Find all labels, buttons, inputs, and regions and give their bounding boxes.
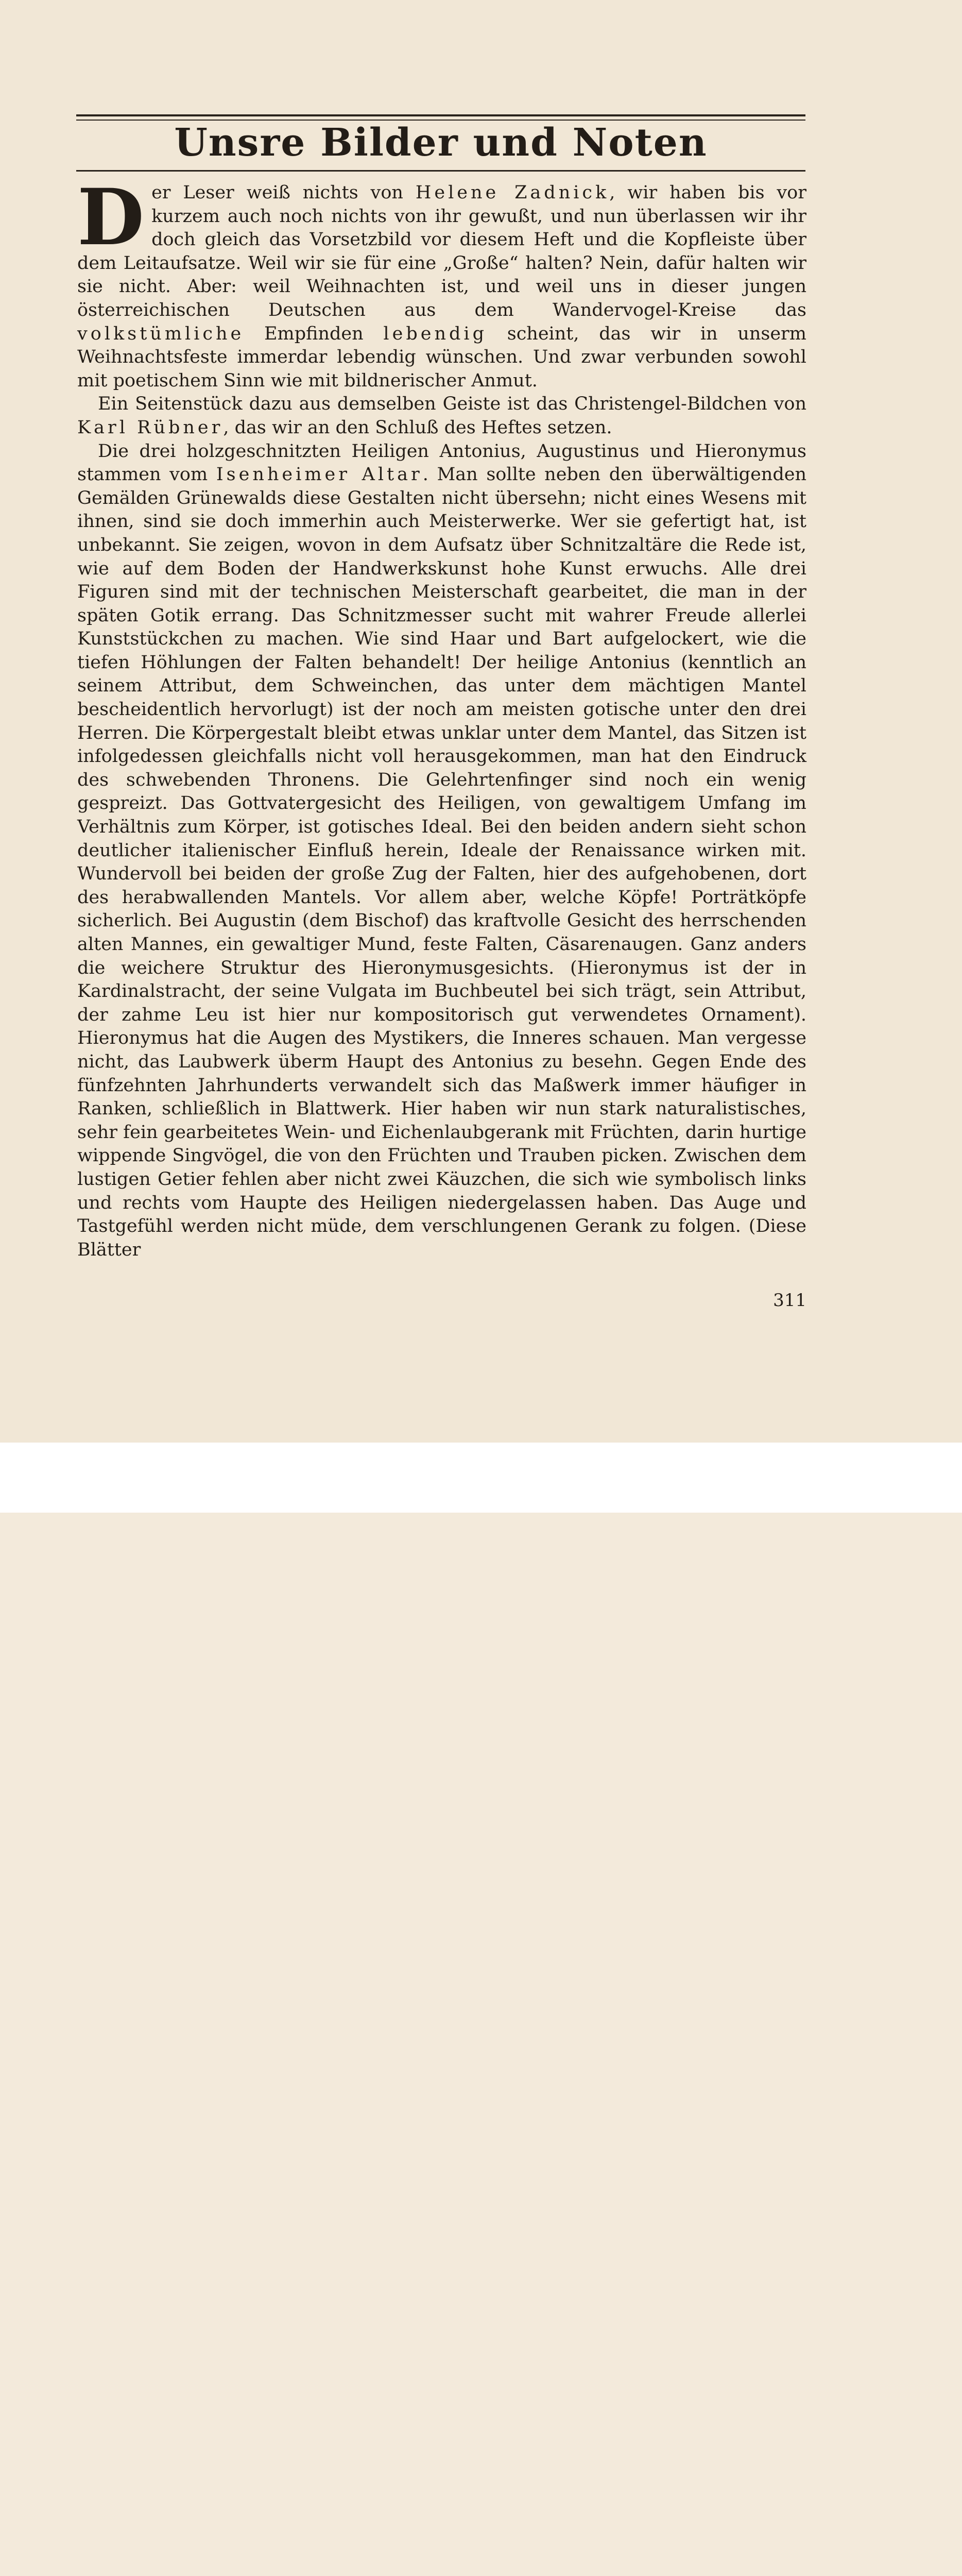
artist-name-zadnick: Helene Zadnick [415,182,610,203]
paragraph-1: Der Leser weiß nichts von Helene Zadnick, wir haben bis vor kurzem auch noch nichts von ihr gewußt, und nun überlassen wir ihr doch gleich das Vorsetzbild vor diesem Heft und die Kopfleiste über dem Leitaufsatze. Weil wir sie für eine „Große“ halten? Nein, dafür halten wir sie nicht. Aber: weil Weihnachten ist, und weil uns in dieser jungen österreichischen Deutschen aus dem Wandervogel-Kreise das volkstümliche Empfinden lebendig scheint, das wir in unserm Weihnachtsfeste immerdar lebendig wünschen. Und zwar verbunden sowohl mit poetischem Sinn wie mit bildnerischer Anmut. [77,172,806,391]
emphasis-lebendig: lebendig [383,323,487,344]
drop-capital: D [77,172,145,263]
header-rule-top [76,114,805,116]
digitization-footer [0,1443,962,1513]
emphasis-isenheimer-altar: Isenheimer Altar [216,464,423,485]
article-body [77,172,806,1262]
emphasis-volkstuemliche: volkstümliche [77,323,245,344]
artist-name-ruebner: Karl Rübner [77,417,224,438]
paragraph-2: Ein Seitenstück dazu aus demselben Geiste ist das Christengel-Bildchen von Karl Rübner, das wir an den Schluß des Heftes setzen. [77,394,806,438]
title-underline-rule [76,170,805,172]
article-title: Unsre Bilder und Noten [174,121,708,165]
page-number: 311 [773,1290,806,1311]
paragraph-3: Die drei holzgeschnitzten Heiligen Antonius, Augustinus und Hieronymus stammen vom Isenheimer Altar. Man sollte neben den überwältigenden Gemälden Grünewalds diese Gestalten nicht übersehn; nicht eines Wesens mit ihnen, sind sie doch immerhin auch Meisterwerke. Wer sie gefertigt hat, ist unbekannt. Sie zeigen, wovon in dem Aufsatz über Schnitzaltäre die Rede ist, wie auf dem Boden der Handwerkskunst hohe Kunst erwuchs. Alle drei Figuren sind mit der technischen Meisterschaft gearbeitet, die man in der späten Gotik errang. Das Schnitzmesser sucht mit wahrer Freude allerlei Kunststückchen zu machen. Wie sind Haar und Bart aufgelockert, wie die tiefen Höhlungen der Falten behandelt! Der heilige Antonius (kenntlich an seinem Attribut, dem Schweinchen, das unter dem mächtigen Mantel bescheidentlich hervorlugt) ist der noch am meisten gotische unter den drei Herren. Die Körpergestalt bleibt etwas unklar unter dem Mantel, das Sitzen ist infolgedessen gleichfalls nicht voll herausgekommen, man hat den Eindruck des schwebenden Thronens. Die Gelehrtenfinger sind noch ein wenig gespreizt. Das Gottvatergesicht des Heiligen, von gewaltigem Umfang im Verhältnis zum Körper, ist gotisches Ideal. Bei den beiden andern sieht schon deutlicher italienischer Einfluß herein, Ideale der Renaissance wirken mit. Wundervoll bei beiden der große Zug der Falten, hier des aufgehobenen, dort des herabwallenden Mantels. Vor allem aber, welche Köpfe! Porträtköpfe sicherlich. Bei Augustin (dem Bischof) das kraftvolle Gesicht des herrschenden alten Mannes, ein gewaltiger Mund, feste Falten, Cäsarenaugen. Ganz anders die weichere Struktur des Hieronymusgesichts. (Hieronymus ist der in Kardinalstracht, der seine Vulgata im Buchbeutel bei sich trägt, sein Attribut, der zahme Leu ist hier nur kompositorisch gut verwendetes Ornament). Hieronymus hat die Augen des Mystikers, die Inneres schauen. Man vergesse nicht, das Laubwerk überm Haupt des Antonius zu besehn. Gegen Ende des fünfzehnten Jahrhunderts verwandelt sich das Maßwerk immer häufiger in Ranken, schließlich in Blattwerk. Hier haben wir nun stark naturalistisches, sehr fein gearbeitetes Wein- und Eichenlaubgerank mit Früchten, darin hurtige wippende Singvögel, die von den Früchten und Trauben picken. Zwischen dem lustigen Getier fehlen aber nicht zwei Käuzchen, die sich wie symbolisch links und rechts vom Haupte des Heiligen niedergelassen haben. Das Auge und Tastgefühl werden nicht müde, dem verschlungenen Gerank zu folgen. (Diese Blätter [77,440,806,1260]
